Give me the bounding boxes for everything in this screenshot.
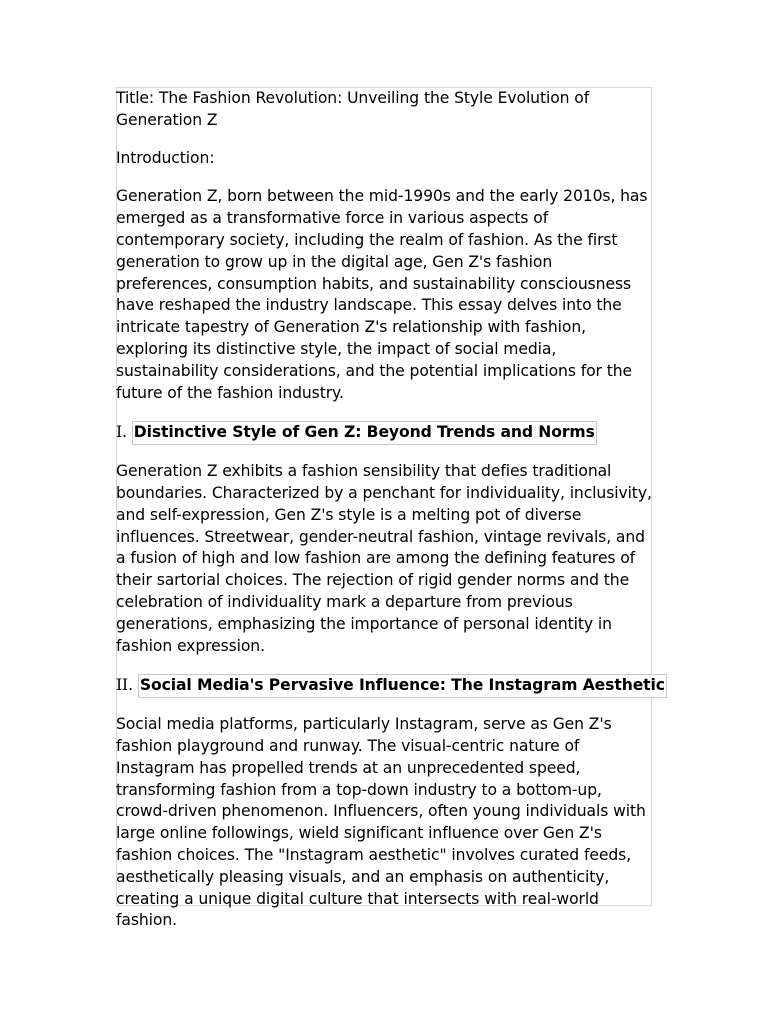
introduction-label: Introduction: <box>116 149 215 168</box>
section-heading-1 <box>116 421 652 445</box>
section-paragraph-1: Generation Z exhibits a fashion sensibility that defies traditional boundaries. Characterized by a penchant for individuality, inclusivity, and self-expression, Gen Z's style is a melting pot of diverse influences. Streetwear, gender-neutral fashion, vintage revivals, and a fusion of high and low fashion are among the defining features of their sartorial choices. The rejection of rigid gender norms and the celebration of individuality mark a departure from previous generations, emphasizing the importance of personal identity in fashion expression. <box>116 462 652 655</box>
section-numeral-1: I. <box>116 422 127 441</box>
section-numeral-2: II. <box>116 675 133 694</box>
introduction-paragraph: Generation Z, born between the mid-1990s and the early 2010s, has emerged as a transformative force in various aspects of contemporary society, including the realm of fashion. As the first generation to grow up in the digital age, Gen Z's fashion preferences, consumption habits, and sustainability consciousness have reshaped the industry landscape. This essay delves into the intricate tapestry of Generation Z's relationship with fashion, exploring its distinctive style, the impact of social media, sustainability considerations, and the potential implications for the future of the fashion industry. <box>116 187 648 402</box>
section-paragraph-2: Social media platforms, particularly Instagram, serve as Gen Z's fashion playground and runway. The visual-centric nature of Instagram has propelled trends at an unprecedented speed, transforming fashion from a top-down industry to a bottom-up, crowd-driven phenomenon. Influencers, often young individuals with large online followings, wield significant influence over Gen Z's fashion choices. The "Instagram aesthetic" involves curated feeds, aesthetically pleasing visuals, and an emphasis on authenticity, creating a unique digital culture that intersects with real-world fashion. <box>116 715 646 930</box>
section-heading-2 <box>116 674 665 698</box>
document-title: Title: The Fashion Revolution: Unveiling the Style Evolution of Generation Z <box>116 89 590 129</box>
document-body <box>116 88 665 949</box>
section-heading-text-1: Distinctive Style of Gen Z: Beyond Trends and Norms <box>132 421 597 445</box>
section-heading-text-2: Social Media's Pervasive Influence: The Instagram Aesthetic <box>138 674 667 698</box>
